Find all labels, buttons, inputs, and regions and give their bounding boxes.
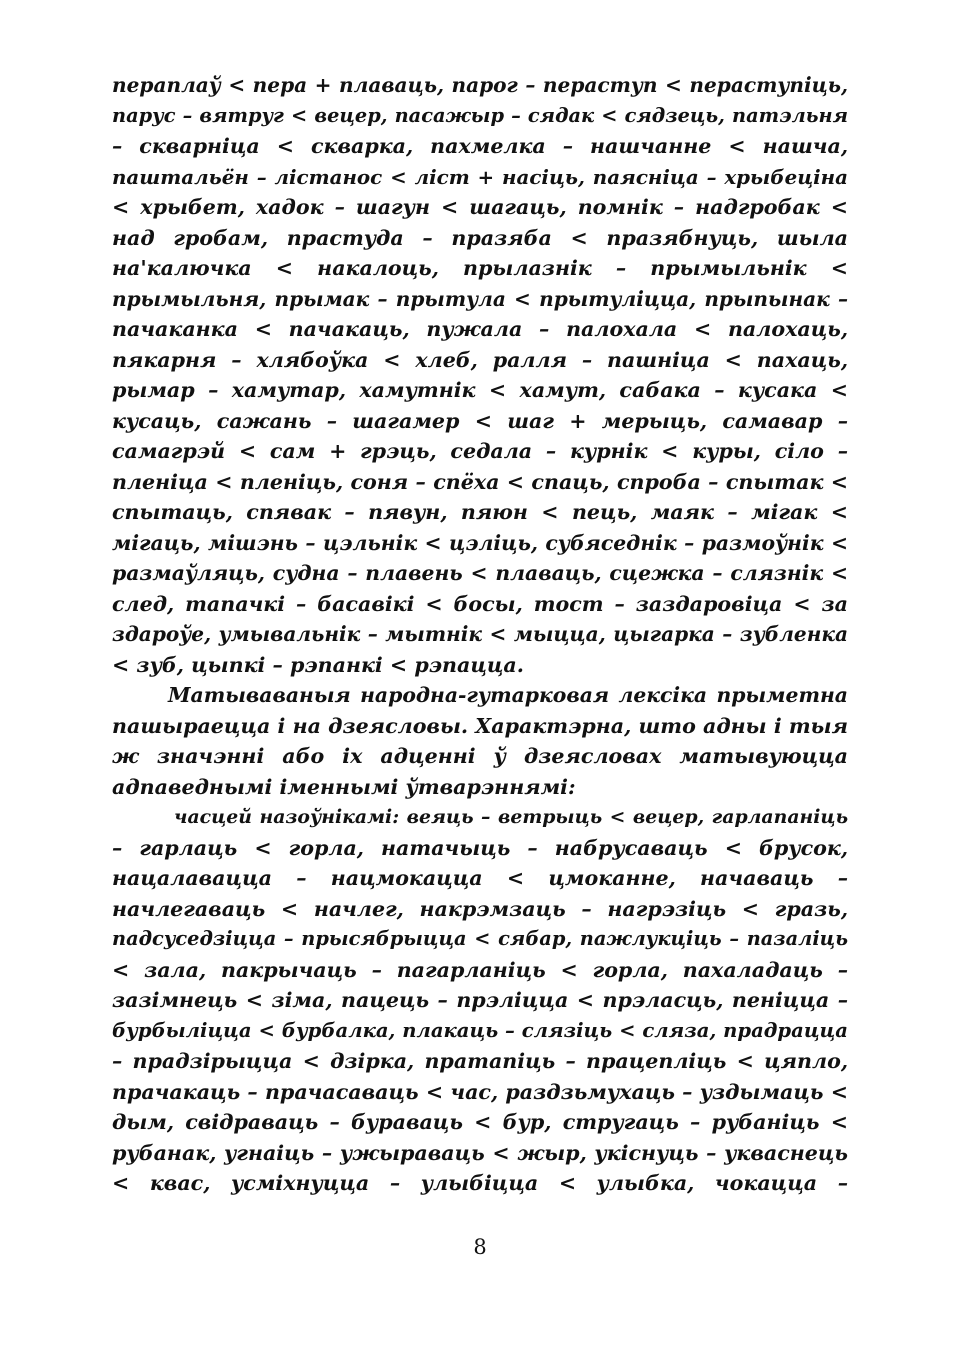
text-line: здароўе, умывальнік – мытнік < мыцца, цыгарка – зубленка — [112, 622, 848, 646]
text-line: пякарня – хлябоўка < хлеб, ралля – пашніца < пахаць, — [112, 347, 848, 372]
paragraph-verbs-intro — [112, 680, 848, 802]
text-line: – прадзірыцца < дзірка, пратапіць – працепліць < цяпло, — [112, 1049, 848, 1073]
paragraph-verb-list — [112, 802, 848, 1199]
text-line: размаўляць, судна – плавень < плаваць, сцежка – слязнік < — [112, 561, 848, 585]
text-line: рубанак, угнаіць – ужыраваць < жыр, укіснуць – укваснець — [112, 1140, 848, 1165]
text-line: зазімнець < зіма, пацець – прэліцца < прэласць, пеніцца – — [112, 988, 848, 1012]
text-line: прачакаць – прачасаваць < час, раздзьмухаць – уздымаць < — [112, 1079, 848, 1104]
text-line: на'калючка < накалоць, прылазнік – прымыльнік < — [112, 256, 848, 280]
text-line: < зала, пакрычаць – пагарланіць < горла, пахаладаць – — [112, 957, 848, 982]
text-line: самагрэй < сам + грэць, седала – курнік < куры, сіло – — [112, 439, 848, 463]
text-line: нацалавацца – нацмокацца < цмоканне, начаваць – — [112, 866, 848, 890]
text-line: начлегаваць < начлег, накрэмзаць – нагрэзіць < гразь, — [112, 896, 848, 921]
text-line: – скварніца < скварка, пахмелка – нашчанне < нашча, — [112, 134, 848, 158]
text-line: < квас, усміхнуцца – улыбіцца < улыбка, чокацца – — [112, 1171, 848, 1195]
text-line: Матываваныя народна-гутарковая лексіка прыметна — [168, 683, 848, 707]
text-line: рымар – хамутар, хамутнік < хамут, сабака – кусака < — [112, 378, 848, 402]
text-line: < зуб, цыпкі – рэпанкі < рэпацца. — [112, 652, 524, 677]
text-line: < хрыбет, хадок – шагун < шагаць, помнік – надгробак < — [112, 195, 848, 219]
paragraph-word-list — [112, 70, 848, 680]
text-line: спытаць, спявак – пявун, пяюн < пець, маяк – мігак < — [112, 500, 848, 524]
text-line: пашыраецца і на дзеясловы. Характэрна, што адны і тыя — [112, 713, 848, 738]
text-line: часцей назоўнікамі: веяць – ветрыць < вецер, гарлапаніць — [174, 806, 848, 828]
text-line: паштальён – лістанос < ліст + насіць, паясніца – хрыбеціна — [112, 164, 848, 189]
text-line: парус – вятруг < вецер, пасажыр – сядак < сядзець, патэльня — [112, 103, 848, 127]
page-number: 8 — [473, 1235, 487, 1259]
text-line: прымыльня, прымак – прытула < прытуліцца, прыпынак – — [112, 286, 848, 311]
text-line: над гробам, прастуда – празяба < празябнуць, шыла — [112, 225, 848, 250]
text-line: пленіца < пленіць, соня – спёха < спаць, спроба – спытак < — [112, 469, 848, 494]
text-line: бурбыліцца < бурбалка, плакаць – слязіць < сляза, прадрацца — [112, 1018, 848, 1042]
text-line: кусаць, сажань – шагамер < шаг + мерыць, самавар – — [112, 408, 848, 433]
text-line: ж значэнні або іх адценні ў дзеясловах матывуюцца — [112, 744, 848, 768]
page-text — [112, 70, 848, 1199]
text-line: пераплаў < пера + плаваць, парог – пераступ < пераступіць, — [112, 73, 848, 97]
text-line: падсуседзіцца – прысябрыцца < сябар, пажлукціць – пазаліць — [112, 927, 848, 950]
text-line: адпаведнымі іменнымі ўтварэннямі: — [112, 774, 576, 799]
text-line: пачаканка < пачакаць, пужала – палохала < палохаць, — [112, 317, 848, 341]
text-line: след, тапачкі – басавікі < босы, тост – заздаровіца < за — [112, 591, 848, 616]
text-line: мігаць, мішэнь – цэльнік < цэліць, субяседнік – размоўнік < — [112, 530, 848, 555]
text-line: дым, свідраваць – бураваць < бур, стругаць – рубаніць < — [112, 1110, 848, 1134]
text-line: – гарлаць < горла, натачыць – набрусаваць < брусок, — [112, 835, 848, 860]
